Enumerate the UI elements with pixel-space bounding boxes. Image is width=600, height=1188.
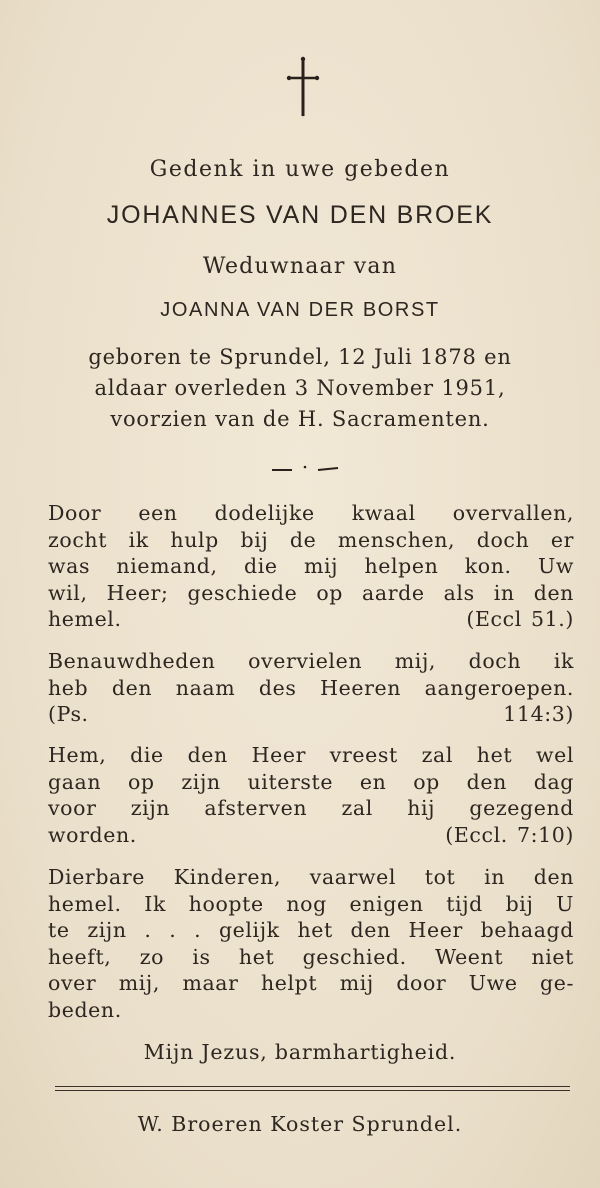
verse-line: Hem, die den Heer vreest zal het wel — [48, 743, 574, 767]
verse-line: gaan op zijn uiterste en op den dag — [48, 769, 574, 794]
verse-last-line — [48, 606, 574, 633]
verse-last-line — [48, 997, 574, 1024]
death-line: aldaar overleden 3 November 1951, — [94, 376, 506, 400]
verse-reference: (Ps. 114:3) — [48, 702, 574, 726]
verse-line: zocht ik hulp bij de menschen, doch er — [48, 527, 574, 552]
widower-line: Weduwnaar van — [202, 254, 398, 279]
birth-line: geboren te Sprundel, 12 Juli 1878 en — [88, 345, 512, 369]
verse-line: te zijn . . . gelijk het den Heer behaagd — [48, 918, 574, 942]
verse-line: Benauwdheden overvielen mij, doch ik — [48, 649, 574, 673]
verse-line: worden. — [48, 822, 137, 847]
verse-2 — [48, 648, 574, 728]
verse-line: was niemand, die mij helpen kon. Uw — [48, 554, 574, 578]
closing-prayer: Mijn Jezus, barmhartigheid. — [143, 1040, 457, 1064]
ornament-divider — [270, 464, 340, 474]
verse-line: voor zijn afsterven zal hij gezegend — [48, 796, 574, 820]
verse-line: heb den naam des Heeren aangeroepen. — [48, 675, 574, 700]
birth-death-text — [0, 342, 600, 435]
cross-icon — [285, 56, 321, 120]
verse-line: over mij, maar helpt mij door Uwe ge- — [48, 971, 574, 995]
spouse-name: JOANNA VAN DER BORST — [160, 299, 440, 321]
verse-line: hemel. Ik hoopte nog enigen tijd bij U — [48, 891, 574, 916]
footer-rule — [55, 1086, 570, 1091]
deceased-name: JOHANNES VAN DEN BROEK — [106, 201, 494, 229]
remember-line: Gedenk in uwe gebeden — [149, 157, 451, 182]
verse-reference: (Eccl 51.) — [466, 607, 574, 631]
verse-line: heeft, zo is het geschied. Weent niet — [48, 944, 574, 969]
verse-line: hemel. — [48, 607, 122, 631]
verse-4 — [48, 864, 574, 1023]
verse-line: beden. — [48, 997, 122, 1022]
verse-last-line — [48, 822, 574, 849]
verse-line: Door een dodelijke kwaal overvallen, — [48, 501, 574, 525]
verse-1 — [48, 500, 574, 633]
verse-line: wil, Heer; geschiede op aarde als in den — [48, 580, 574, 605]
verse-3 — [48, 742, 574, 848]
sacraments-line: voorzien van de H. Sacramenten. — [110, 407, 490, 431]
verse-reference: (Eccl. 7:10) — [445, 822, 574, 847]
printer-credit: W. Broeren Koster Sprundel. — [137, 1112, 463, 1136]
verse-line: Dierbare Kinderen, vaarwel tot in den — [48, 865, 574, 889]
